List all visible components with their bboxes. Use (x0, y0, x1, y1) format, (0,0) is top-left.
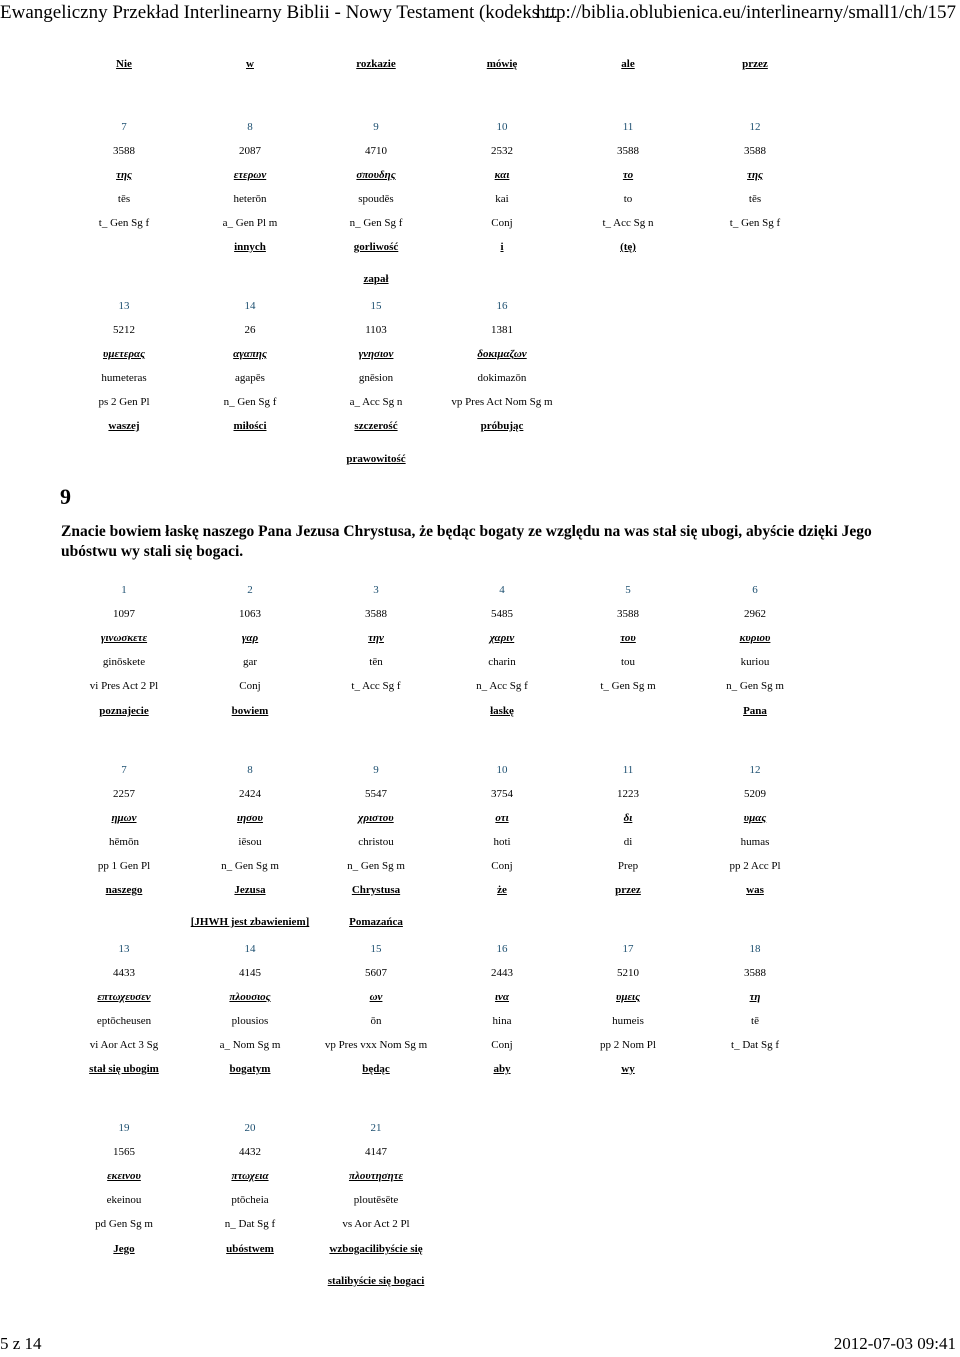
word-info: tou (620, 656, 636, 668)
word-index: 10 (496, 764, 508, 776)
gloss-word[interactable]: prawowitość (346, 453, 406, 465)
greek-word[interactable]: υμας (743, 812, 767, 824)
word-info: plousios (231, 1015, 269, 1027)
greek-word[interactable]: δοκιμαζων (477, 348, 527, 360)
word-index: 20 (244, 1122, 256, 1134)
greek-word[interactable]: υμετερας (102, 348, 146, 360)
word-info: Conj (239, 680, 261, 692)
word-info: heterōn (233, 193, 267, 205)
word-index: 11 (622, 121, 634, 133)
word-info: ps 2 Gen Pl (98, 396, 150, 408)
word-info: to (623, 193, 633, 205)
word-info: t_ Acc Sg f (351, 680, 401, 692)
word-info: 5485 (491, 608, 513, 620)
gloss-word[interactable]: Nie (116, 58, 132, 70)
gloss-word[interactable]: rozkazie (356, 58, 396, 70)
word-index: 18 (749, 943, 761, 955)
greek-word[interactable]: γινωσκετε (100, 632, 148, 644)
word-info: 5212 (113, 324, 135, 336)
word-info: Prep (617, 860, 639, 872)
word-info: n_ Gen Sg m (221, 860, 279, 872)
word-info: 1223 (617, 788, 639, 800)
word-info: 3588 (617, 608, 639, 620)
word-info: a_ Gen Pl m (222, 217, 278, 229)
word-info: ptōcheia (231, 1194, 269, 1206)
word-info: Conj (491, 217, 513, 229)
verse-text: Znacie bowiem łaskę naszego Pana Jezusa Chrystusa, że będąc bogaty ze względu na was stał się ubogi, abyście dzięki Jego ubóstwu wy stali się bogaci. (61, 523, 872, 560)
header-title: Ewangeliczny Przekład Interlinearny Biblii - Nowy Testament (kodeks ... (0, 2, 559, 23)
gloss-word[interactable]: w (246, 58, 254, 70)
word-info: 1103 (365, 324, 387, 336)
word-info: vp Pres vxx Nom Sg m (324, 1039, 428, 1051)
gloss-word[interactable]: [JHWH jest zbawieniem] (190, 916, 310, 928)
word-info: iēsou (238, 836, 262, 848)
word-index: 4 (499, 584, 505, 596)
word-index: 13 (118, 943, 130, 955)
word-index: 8 (247, 764, 253, 776)
greek-word[interactable]: δι (623, 812, 633, 824)
word-info: t_ Dat Sg f (731, 1039, 779, 1051)
word-info: 3588 (113, 145, 135, 157)
word-index: 17 (622, 943, 634, 955)
greek-word[interactable]: ιησου (237, 812, 263, 824)
word-info: 2962 (744, 608, 766, 620)
word-info: 5210 (617, 967, 639, 979)
gloss-word[interactable]: waszej (108, 420, 140, 432)
word-info: 1063 (239, 608, 261, 620)
greek-word[interactable]: γνησιον (358, 348, 394, 360)
word-info: vi Pres Act 2 Pl (89, 680, 159, 692)
word-index: 9 (373, 764, 379, 776)
gloss-word[interactable]: stalibyście się bogaci (327, 1275, 425, 1287)
word-info: tēn (369, 656, 383, 668)
word-info: 4710 (365, 145, 387, 157)
word-info: vs Aor Act 2 Pl (342, 1218, 410, 1230)
word-info: 5547 (365, 788, 387, 800)
greek-word[interactable]: και (494, 169, 510, 181)
gloss-word[interactable]: (tę) (620, 241, 636, 253)
greek-word[interactable]: επτωχευσεν (97, 991, 151, 1003)
gloss-word[interactable]: wzbogacilibyście się (329, 1243, 423, 1255)
greek-word[interactable]: πλουσιος (229, 991, 271, 1003)
word-info: n_ Gen Sg f (223, 396, 277, 408)
word-info: 1381 (491, 324, 513, 336)
gloss-word[interactable]: bowiem (231, 705, 269, 717)
greek-word[interactable]: πτωχεια (231, 1170, 269, 1182)
gloss-word[interactable]: gorliwość (353, 241, 399, 253)
gloss-word[interactable]: próbując (480, 420, 524, 432)
word-info: a_ Nom Sg m (219, 1039, 281, 1051)
word-info: 4432 (239, 1146, 261, 1158)
word-info: humeteras (101, 372, 147, 384)
word-index: 7 (121, 121, 127, 133)
word-info: a_ Acc Sg n (349, 396, 403, 408)
greek-word[interactable]: ημων (111, 812, 137, 824)
word-info: n_ Dat Sg f (224, 1218, 276, 1230)
word-index: 8 (247, 121, 253, 133)
word-info: ploutēsēte (353, 1194, 399, 1206)
word-index: 13 (118, 300, 130, 312)
word-info: pd Gen Sg m (95, 1218, 153, 1230)
word-info: pp 1 Gen Pl (97, 860, 151, 872)
gloss-word[interactable]: szczerość (354, 420, 398, 432)
word-info: kuriou (740, 656, 770, 668)
word-index: 15 (370, 300, 382, 312)
word-index: 1 (121, 584, 127, 596)
word-info: 2424 (239, 788, 261, 800)
greek-word[interactable]: οτι (495, 812, 509, 824)
gloss-word[interactable]: ale (621, 58, 635, 70)
word-info: tē (751, 1015, 759, 1027)
gloss-word[interactable]: naszego (105, 884, 143, 896)
header-url[interactable]: http://biblia.oblubienica.eu/interlinearny/small1/ch/157 (535, 2, 956, 23)
word-index: 21 (370, 1122, 382, 1134)
word-info: pp 2 Nom Pl (600, 1039, 656, 1051)
word-info: 5209 (744, 788, 766, 800)
greek-word[interactable]: ινα (494, 991, 510, 1003)
word-index: 9 (373, 121, 379, 133)
word-index: 5 (625, 584, 631, 596)
word-info: dokimazōn (477, 372, 527, 384)
word-info: t_ Acc Sg n (602, 217, 654, 229)
greek-word[interactable]: ων (369, 991, 383, 1003)
gloss-word[interactable]: Pana (743, 705, 767, 717)
word-index: 14 (244, 300, 256, 312)
word-info: 26 (244, 324, 256, 336)
greek-word[interactable]: σπουδης (356, 169, 396, 181)
greek-word[interactable]: χριστου (358, 812, 394, 824)
gloss-word[interactable]: stał się ubogim (89, 1063, 159, 1075)
word-info: spoudēs (358, 193, 394, 205)
greek-word[interactable]: την (368, 632, 384, 644)
word-info: Conj (491, 860, 513, 872)
greek-word[interactable]: εκεινου (107, 1170, 141, 1182)
word-info: 4147 (365, 1146, 387, 1158)
word-info: christou (358, 836, 394, 848)
word-info: n_ Acc Sg f (476, 680, 528, 692)
page-footer (0, 1333, 960, 1357)
word-index: 16 (496, 943, 508, 955)
gloss-word[interactable]: poznajecie (99, 705, 149, 717)
word-info: t_ Gen Sg m (600, 680, 656, 692)
greek-word[interactable]: της (747, 169, 763, 181)
page-header (0, 2, 960, 28)
gloss-word[interactable]: mówię (486, 58, 518, 70)
word-info: n_ Gen Sg m (347, 860, 405, 872)
word-index: 14 (244, 943, 256, 955)
greek-word[interactable]: υμεις (616, 991, 640, 1003)
word-info: humeis (612, 1015, 644, 1027)
word-info: 1565 (113, 1146, 135, 1158)
word-info: eptōcheusen (96, 1015, 152, 1027)
greek-word[interactable]: πλουτησητε (348, 1170, 404, 1182)
word-index: 6 (752, 584, 758, 596)
word-index: 19 (118, 1122, 130, 1134)
greek-word[interactable]: του (620, 632, 636, 644)
greek-word[interactable]: ετερων (233, 169, 267, 181)
gloss-word[interactable]: Chrystusa (351, 884, 401, 896)
word-info: 1097 (113, 608, 135, 620)
word-info: hoti (493, 836, 511, 848)
word-info: hēmōn (109, 836, 139, 848)
word-index: 16 (496, 300, 508, 312)
verse-number: 9 (60, 484, 71, 509)
word-info: Conj (491, 1039, 513, 1051)
greek-word[interactable]: τη (749, 991, 761, 1003)
word-index: 10 (496, 121, 508, 133)
word-info: humas (740, 836, 770, 848)
gloss-word[interactable]: przez (742, 58, 768, 70)
word-info: 5607 (365, 967, 387, 979)
gloss-word[interactable]: Pomazańca (349, 916, 403, 928)
word-info: ginōskete (102, 656, 146, 668)
gloss-word[interactable]: będąc (362, 1063, 390, 1075)
greek-word[interactable]: γαρ (241, 632, 259, 644)
word-info: vp Pres Act Nom Sg m (451, 396, 553, 408)
word-info: gar (242, 656, 258, 668)
word-info: t_ Gen Sg f (98, 217, 150, 229)
word-index: 12 (749, 121, 761, 133)
greek-word[interactable]: το (622, 169, 634, 181)
word-index: 2 (247, 584, 253, 596)
word-info: 3588 (365, 608, 387, 620)
gloss-word[interactable]: wy (621, 1063, 635, 1075)
word-info: 3754 (491, 788, 513, 800)
word-info: hina (492, 1015, 512, 1027)
greek-word[interactable]: της (116, 169, 132, 181)
word-info: t_ Gen Sg f (729, 217, 781, 229)
word-info: 2257 (113, 788, 135, 800)
word-index: 11 (622, 764, 634, 776)
word-index: 12 (749, 764, 761, 776)
word-index: 3 (373, 584, 379, 596)
gloss-word[interactable]: aby (493, 1063, 511, 1075)
word-info: ōn (370, 1015, 382, 1027)
gloss-word[interactable]: i (500, 241, 504, 253)
word-info: gnēsion (358, 372, 394, 384)
word-index: 7 (121, 764, 127, 776)
gloss-word[interactable]: Jezusa (234, 884, 266, 896)
gloss-word[interactable]: was (746, 884, 764, 896)
footer-page-number: 5 z 14 (0, 1334, 42, 1353)
word-info: pp 2 Acc Pl (729, 860, 781, 872)
word-info: di (623, 836, 633, 848)
word-info: 3588 (617, 145, 639, 157)
gloss-word[interactable]: że (497, 884, 507, 896)
greek-word[interactable]: χαριν (489, 632, 515, 644)
footer-datetime: 2012-07-03 09:41 (833, 1334, 956, 1353)
word-info: kai (495, 193, 509, 205)
gloss-word[interactable]: przez (615, 884, 641, 896)
word-info: n_ Gen Sg m (726, 680, 784, 692)
gloss-word[interactable]: miłości (233, 420, 267, 432)
word-info: 3588 (744, 145, 766, 157)
word-info: 4433 (113, 967, 135, 979)
gloss-word[interactable]: ubóstwem (226, 1243, 274, 1255)
word-info: 4145 (239, 967, 261, 979)
word-info: vi Aor Act 3 Sg (89, 1039, 159, 1051)
gloss-word[interactable]: innych (234, 241, 266, 253)
gloss-word[interactable]: zapał (363, 273, 389, 285)
greek-word[interactable]: κυριου (739, 632, 771, 644)
word-info: tēs (748, 193, 762, 205)
word-info: n_ Gen Sg f (349, 217, 403, 229)
word-info: ekeinou (106, 1194, 142, 1206)
word-info: agapēs (235, 372, 265, 384)
word-info: charin (488, 656, 516, 668)
greek-word[interactable]: αγαπης (233, 348, 267, 360)
gloss-word[interactable]: Jego (113, 1243, 135, 1255)
gloss-word[interactable]: bogatym (229, 1063, 271, 1075)
word-info: tēs (117, 193, 131, 205)
gloss-word[interactable]: łaskę (490, 705, 514, 717)
word-info: 2087 (239, 145, 261, 157)
word-info: 3588 (744, 967, 766, 979)
word-index: 15 (370, 943, 382, 955)
word-info: 2443 (491, 967, 513, 979)
word-info: 2532 (491, 145, 513, 157)
